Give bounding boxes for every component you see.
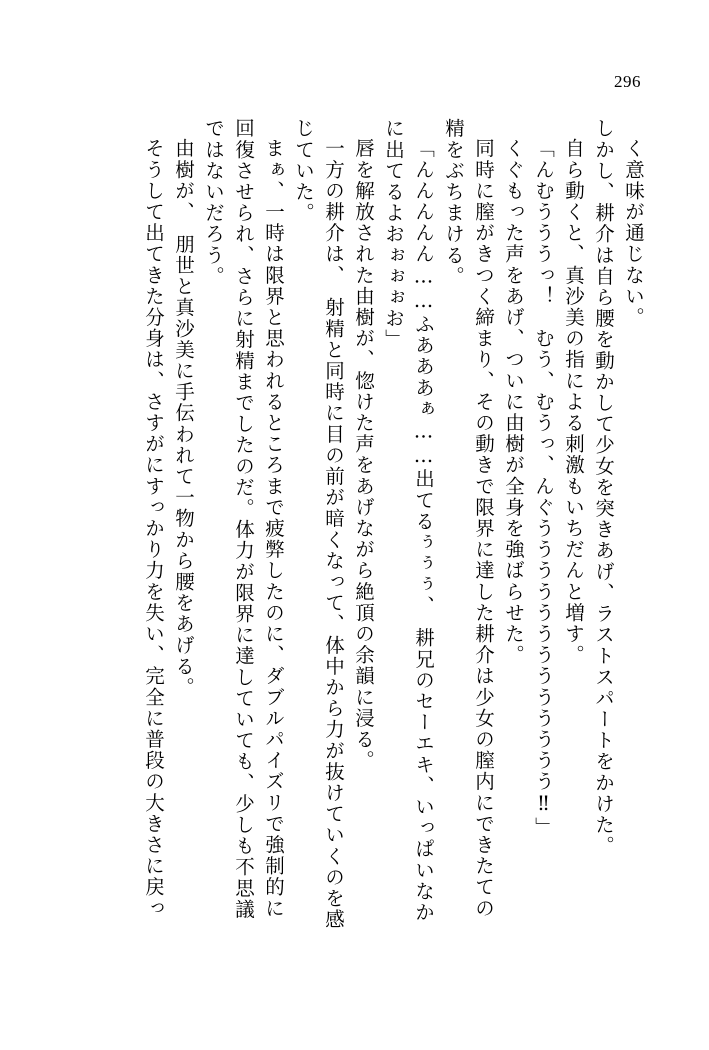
text-column: じていた。 <box>292 118 315 224</box>
text-column: 唇を解放された由樹が、惚けた声をあげながら絶頂の余韻に浸る。 <box>352 138 375 771</box>
text-column: 回復させられ、さらに射精までしたのだ。体力が限界に達していても、少しも不思議 <box>232 118 255 920</box>
text-column: 「んんんんん……ふあああぁ……出てるぅぅぅ、 耕兄のセーエキ、いっぱいなか <box>412 138 435 923</box>
text-column: ではないだろう。 <box>202 118 225 287</box>
text-column: 自ら動くと、真沙美の指による刺激もいちだんと増す。 <box>562 138 585 666</box>
text-column: く意味が通じない。 <box>622 138 645 328</box>
page-number: 296 <box>614 72 641 91</box>
text-column: 一方の耕介は、 射精と同時に目の前が暗くなって、体中から力が抜けていくのを感 <box>322 138 345 931</box>
text-column: に出てるよおぉぉぉお」 <box>382 118 405 351</box>
text-column: 「んむうううっ！ むう、むうっ、んぐううううううううううううう‼」 <box>532 138 555 838</box>
text-column: まぁ、一時は限界と思われるところまで疲弊したのに、ダブルパイズリで強制的に <box>262 138 285 919</box>
text-column: 同時に膣がきつく締まり、その動きで限界に達した耕介は少女の膣内にできたての <box>472 138 495 919</box>
text-column: くぐもった声をあげ、ついに由樹が全身を強ばらせた。 <box>502 138 525 666</box>
text-column: 由樹が、 朋世と真沙美に手伝われて一物から腰をあげる。 <box>172 138 195 698</box>
text-column: そうして出てきた分身は、さすがにすっかり力を失い、完全に普段の大きさに戻っ <box>142 138 165 919</box>
vertical-text-block <box>70 118 643 1010</box>
text-column: しかし、耕介は自ら腰を動かして少女を突きあげ、ラストスパートをかけた。 <box>592 118 615 857</box>
text-column: 精をぶちまける。 <box>442 118 465 287</box>
